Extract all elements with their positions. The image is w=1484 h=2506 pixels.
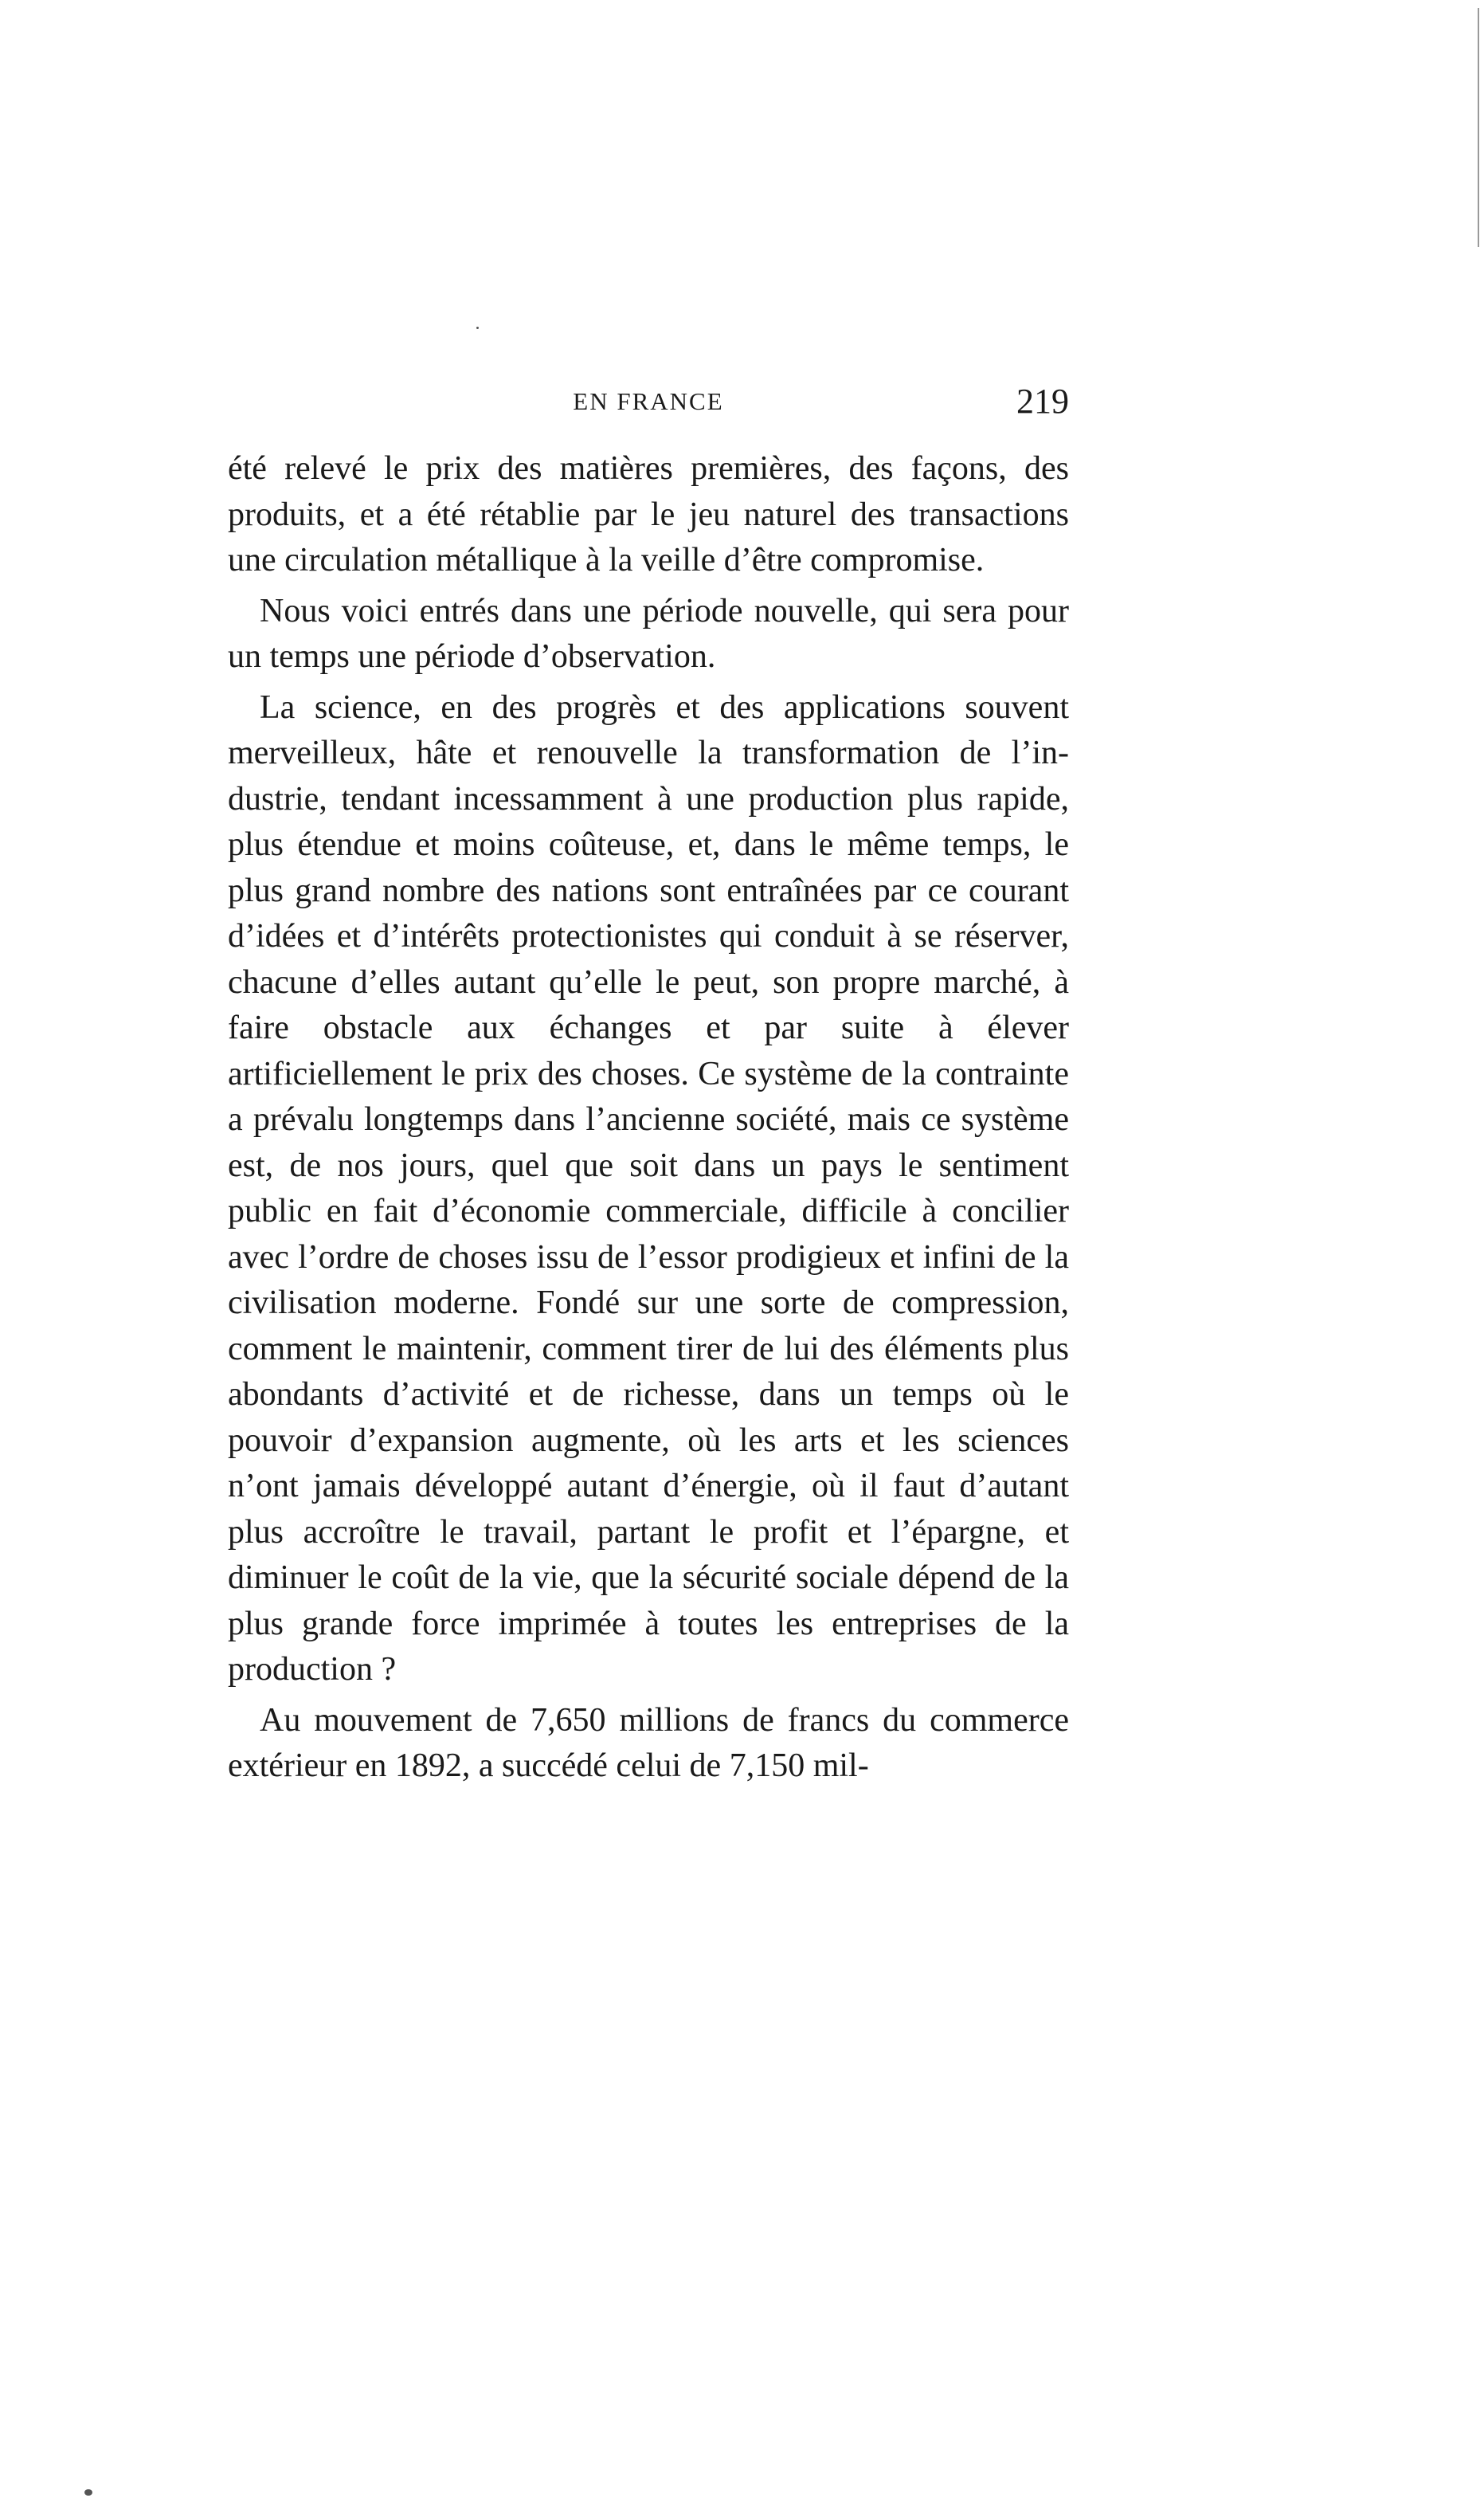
paragraph: La science, en des progrès et des applications souvent merveilleux, hâte et renouvelle la transformation de l’industrie, tendant incessamment à une production plus rapide, plus étendue et moins coûteuse, et, dans le même temps, le plus grand nombre des nations sont entraînées par ce courant d’idées et d’intérêts protectionistes qui conduit à se réserver, chacune d’elles autant qu’elle le peut, son propre marché, à faire obstacle aux échanges et par suite à élever artificiellement le prix des choses. Ce système de la contrainte a prévalu longtemps dans l’ancienne société, mais ce système est, de nos jours, quel que soit dans un pays le sentiment public en fait d’économie commerciale, difficile à concilier avec l’ordre de choses issu de l’essor prodigieux et infini de la civilisation moderne. Fondé sur une sorte de compression, comment le maintenir, comment tirer de lui des éléments plus abondants d’activité et de richesse, dans un temps où le pouvoir d’expansion augmente, où les arts et les sciences n’ont jamais développé autant d’énergie, où il faut d’autant plus accroître le travail, partant le profit et l’épargne, et diminuer le coût de la vie, que la sécurité sociale dépend de la plus grande force imprimée à toutes les entreprises de la production ?: [228, 688, 1069, 1688]
scan-edge-line: [1478, 8, 1479, 247]
body-text: [228, 446, 1069, 1794]
running-head: [228, 381, 1069, 429]
scan-speck: [476, 327, 479, 329]
scan-speck: [84, 2489, 92, 2496]
running-title: EN FRANCE: [573, 387, 724, 415]
page-number: 219: [1016, 382, 1069, 421]
paragraph-continuation: été relevé le prix des matières premières, des façons, des produits, et a été rétablie par le jeu naturel des transactions une circulation métallique à la veille d’être compromise.: [228, 450, 1069, 578]
paragraph: Nous voici entrés dans une période nouvelle, qui sera pour un temps une période d’observation.: [228, 592, 1069, 675]
paragraph: Au mouvement de 7,650 millions de francs du commerce extérieur en 1892, a succédé celui de 7,150 mil-: [228, 1701, 1069, 1784]
